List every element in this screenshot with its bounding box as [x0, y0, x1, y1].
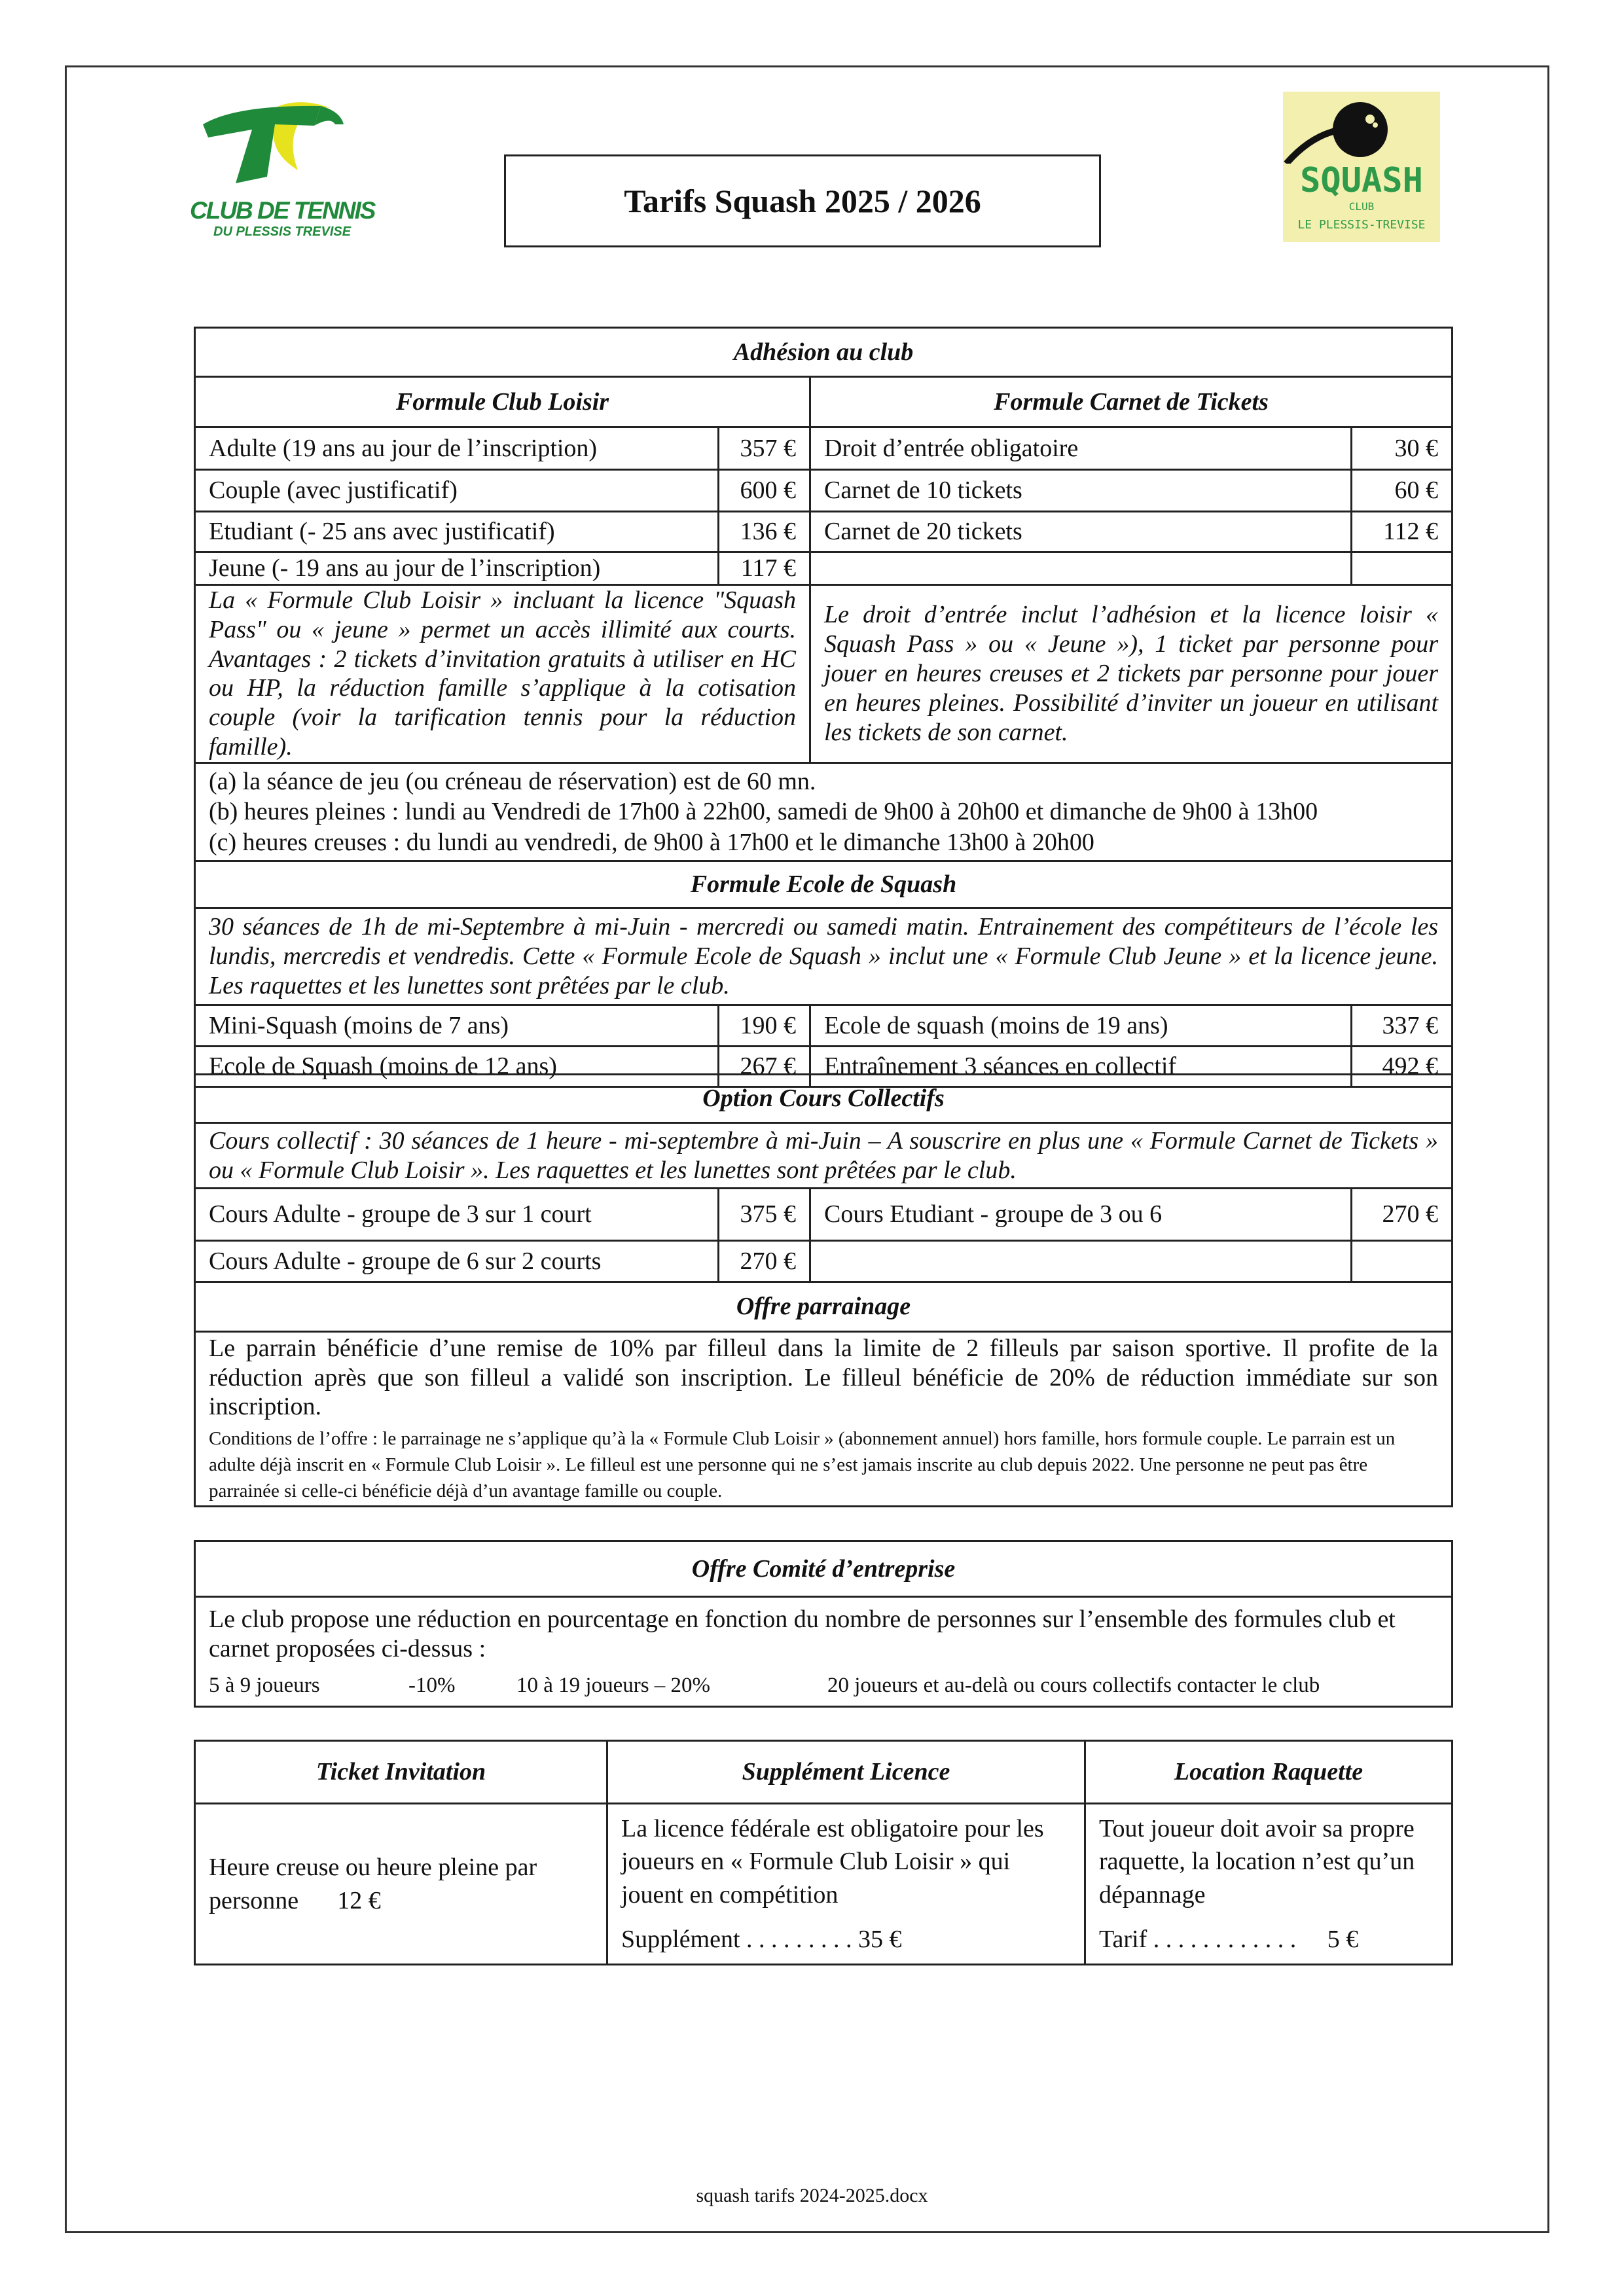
extras-table	[194, 1740, 1453, 1965]
ecole-label: Entraînement 3 séances en collectif	[810, 1047, 1352, 1087]
carnet-price: 112 €	[1352, 512, 1453, 552]
licence-title: Supplément Licence	[607, 1741, 1085, 1804]
parrainage-title: Offre parrainage	[195, 1282, 1453, 1332]
comite-body	[195, 1597, 1453, 1707]
parrainage-conditions: Conditions de l’offre : le parrainage ne s’applique qu’à la « Formule Club Loisir » (abonnement annuel) hors famille, hors formule couple. Le parrain est un adulte déjà inscrit en « Formule Club Loisir ». Le filleul est une personne qui ne s’est jamais inscrite au club depuis 2022. Une personne ne peut pas être parrainée si celle-ci bénéficie déjà d’un avantage famille ou couple.	[209, 1428, 1396, 1502]
licence-text: La licence fédérale est obligatoire pour les joueurs en « Formule Club Loisir » qui jouent en compétition	[621, 1815, 1044, 1909]
comite-text: Le club propose une réduction en pourcentage en fonction du nombre de personnes sur l’ensemble des formules club et carnet proposées ci-dessus :	[209, 1605, 1396, 1663]
tennis-logo-line1: CLUB DE TENNIS	[190, 197, 375, 224]
collectif-label: Cours Adulte - groupe de 3 sur 1 court	[195, 1189, 719, 1241]
loisir-label: Couple (avec justificatif)	[195, 470, 719, 512]
raquette-price: Tarif . . . . . . . . . . . . 5 €	[1099, 1925, 1359, 1953]
squash-club-logo	[1283, 92, 1440, 242]
comite-title: Offre Comité d’entreprise	[195, 1541, 1453, 1597]
hours-definitions	[195, 762, 1453, 861]
squash-logo-line1: SQUASH	[1300, 161, 1423, 200]
carnet-label: Carnet de 20 tickets	[810, 512, 1352, 552]
comite-tier2: 10 à 19 joueurs – 20%	[516, 1673, 711, 1697]
empty-cell	[1352, 552, 1453, 585]
raquette-title: Location Raquette	[1085, 1741, 1453, 1804]
ecole-label: Ecole de Squash (moins de 12 ans)	[195, 1047, 719, 1087]
definition-line: (b) heures pleines : lundi au Vendredi de 17h00 à 22h00, samedi de 9h00 à 20h00 et dimanche de 9h00 à 13h00	[209, 798, 1318, 826]
carnet-label: Droit d’entrée obligatoire	[810, 427, 1352, 470]
table-row	[195, 427, 1453, 470]
comite-table	[194, 1540, 1453, 1708]
ecole-price: 492 €	[1352, 1047, 1453, 1087]
ecole-note: 30 séances de 1h de mi-Septembre à mi-Juin - mercredi ou samedi matin. Entrainement des compétiteurs de l’école les lundis, mercredis et vendredis. Cette « Formule Ecole de Squash » inclut une « Formule Club Jeune » et la licence jeune. Les raquettes et les lunettes sont prêtées par le club.	[195, 908, 1453, 1005]
raquette-cell	[1085, 1804, 1453, 1965]
collectifs-note: Cours collectif : 30 séances de 1 heure - mi-septembre à mi-Juin – A souscrire en plus une « Formule Carnet de Tickets » ou « Formule Club Loisir ». Les raquettes et les lunettes sont prêtées par le club.	[195, 1123, 1453, 1189]
ecole-price: 190 €	[719, 1005, 810, 1047]
squash-logo-line2: CLUB	[1348, 200, 1375, 213]
loisir-label: Jeune (- 19 ans au jour de l’inscription)	[195, 552, 719, 585]
collectif-price: 375 €	[719, 1189, 810, 1241]
ecole-price: 337 €	[1352, 1005, 1453, 1047]
carnet-label: Carnet de 10 tickets	[810, 470, 1352, 512]
comite-tier3: 20 joueurs et au-delà ou cours collectifs contacter le club	[827, 1673, 1320, 1697]
invitation-price: 12 €	[337, 1886, 381, 1914]
collectif-label: Cours Etudiant - groupe de 3 ou 6	[810, 1189, 1352, 1241]
page-title: Tarifs Squash 2025 / 2026	[504, 154, 1101, 247]
table-row	[195, 470, 1453, 512]
table-row	[195, 512, 1453, 552]
collectif-label	[810, 1241, 1352, 1282]
licence-cell	[607, 1804, 1085, 1965]
ecole-label: Ecole de squash (moins de 19 ans)	[810, 1005, 1352, 1047]
definition-line: (c) heures creuses : du lundi au vendredi, de 9h00 à 17h00 et le dimanche 13h00 à 20h00	[209, 828, 1094, 856]
adhesion-table	[194, 327, 1453, 1088]
tennis-club-logo	[190, 98, 375, 249]
carnet-price: 60 €	[1352, 470, 1453, 512]
carnet-price: 30 €	[1352, 427, 1453, 470]
collectif-price	[1352, 1241, 1453, 1282]
carnet-note: Le droit d’entrée inclut l’adhésion et la licence loisir « Squash Pass » ou « Jeune »), 1 ticket par personne pour jouer en heures creuses et 2 tickets par personne pour jouer en heures pleines. Possibilité d’inviter un joueur en utilisant les tickets de son carnet.	[810, 585, 1453, 763]
parrainage-text: Le parrain bénéficie d’une remise de 10% par filleul dans la limite de 2 filleuls par saison sportive. Il profite de la réduction après que son filleul a validé son inscription. Le filleul bénéficie de 20% de réduction immédiate sur son inscription.	[209, 1334, 1438, 1421]
ecole-price: 267 €	[719, 1047, 810, 1087]
table-row	[195, 1241, 1453, 1282]
collectif-price: 270 €	[719, 1241, 810, 1282]
loisir-note: La « Formule Club Loisir » incluant la licence "Squash Pass" ou « jeune » permet un accès illimité aux courts. Avantages : 2 tickets d’invitation gratuits à utiliser en HC ou HP, la réduction famille s’applique à la cotisation couple (voir la tarification tennis pour la réduction famille).	[195, 585, 810, 763]
loisir-label: Adulte (19 ans au jour de l’inscription)	[195, 427, 719, 470]
collectif-price: 270 €	[1352, 1189, 1453, 1241]
empty-cell	[810, 552, 1352, 585]
ecole-label: Mini-Squash (moins de 7 ans)	[195, 1005, 719, 1047]
invitation-title: Ticket Invitation	[195, 1741, 607, 1804]
collectifs-table	[194, 1073, 1453, 1507]
tennis-logo-icon	[190, 98, 360, 196]
loisir-title: Formule Club Loisir	[195, 377, 810, 427]
squash-logo-line3: LE PLESSIS-TREVISE	[1297, 218, 1426, 232]
raquette-text: Tout joueur doit avoir sa propre raquette, la location n’est qu’un dépannage	[1099, 1815, 1415, 1909]
carnet-title: Formule Carnet de Tickets	[810, 377, 1453, 427]
definition-line: (a) la séance de jeu (ou créneau de réservation) est de 60 mn.	[209, 767, 816, 795]
comite-tier1-value: -10%	[408, 1673, 456, 1697]
squash-ball-icon	[1283, 92, 1440, 164]
table-row	[195, 552, 1453, 585]
footer-filename: squash tarifs 2024-2025.docx	[696, 2185, 928, 2206]
loisir-price: 600 €	[719, 470, 810, 512]
collectifs-title: Option Cours Collectifs	[195, 1075, 1453, 1123]
parrainage-body	[195, 1332, 1453, 1507]
tennis-logo-line2: DU PLESSIS TREVISE	[213, 224, 352, 239]
loisir-label: Etudiant (- 25 ans avec justificatif)	[195, 512, 719, 552]
collectif-label: Cours Adulte - groupe de 6 sur 2 courts	[195, 1241, 719, 1282]
comite-tier1-label: 5 à 9 joueurs	[209, 1673, 320, 1697]
invitation-text: Heure creuse ou heure pleine par personne	[209, 1854, 537, 1914]
loisir-price: 136 €	[719, 512, 810, 552]
licence-price: Supplément . . . . . . . . . 35 €	[621, 1925, 902, 1953]
comite-tiers	[209, 1673, 1438, 1698]
loisir-price: 357 €	[719, 427, 810, 470]
table-row	[195, 1005, 1453, 1047]
loisir-price: 117 €	[719, 552, 810, 585]
invitation-cell	[195, 1804, 607, 1965]
table-row	[195, 1189, 1453, 1241]
ecole-title: Formule Ecole de Squash	[195, 861, 1453, 908]
adhesion-title: Adhésion au club	[195, 328, 1453, 377]
